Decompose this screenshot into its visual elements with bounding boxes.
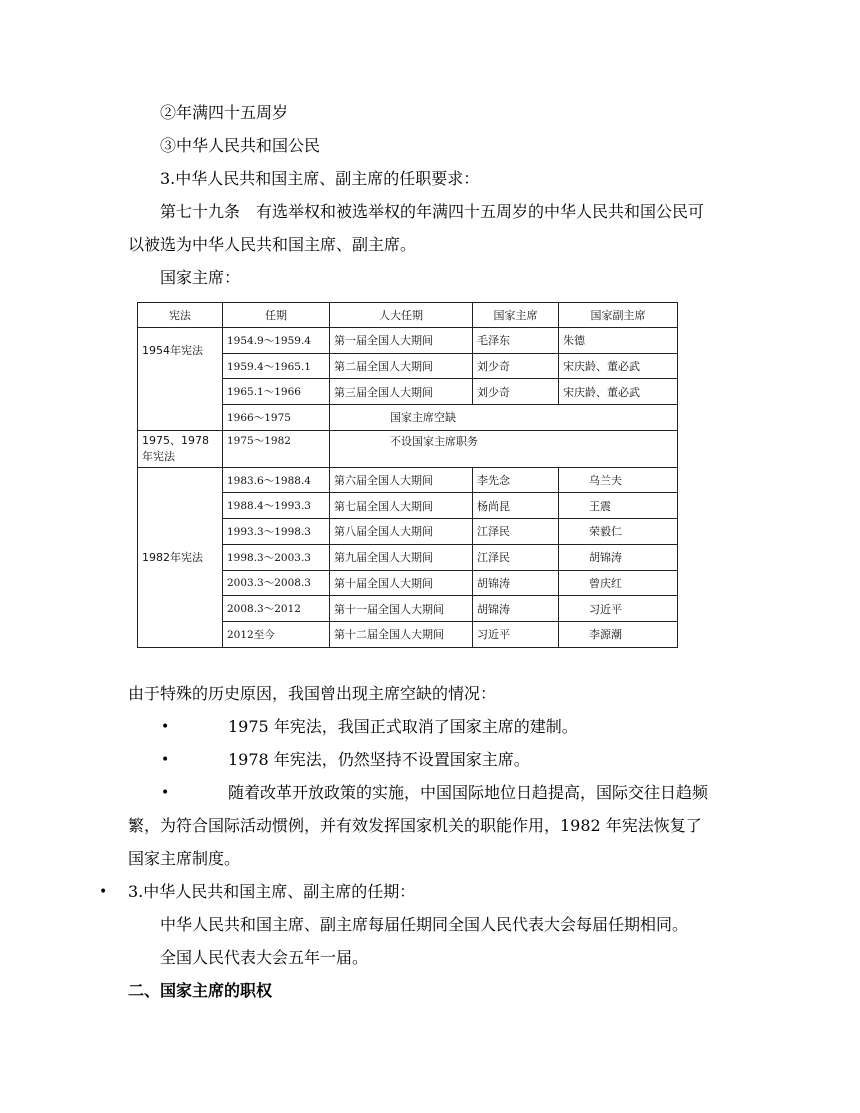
term-cell: 1975～1982: [223, 430, 330, 467]
term-cell: 1988.4～1993.3: [223, 493, 330, 519]
tenure-heading: 3.中华人民共和国主席、副主席的任期：: [128, 882, 416, 901]
president-cell: 刘少奇: [473, 379, 559, 405]
npc-cell: 第八届全国人大期间: [330, 519, 473, 545]
bullet-icon: •: [161, 719, 170, 735]
vice-president-cell: 曾庆红: [559, 570, 678, 596]
president-cell: 胡锦涛: [473, 570, 559, 596]
vacancy-intro: 由于特殊的历史原因，我国曾出现主席空缺的情况：: [128, 684, 497, 703]
condition-item-2: ②年满四十五周岁: [160, 103, 289, 122]
npc-cell: 第十一届全国人大期间: [330, 596, 473, 622]
presidents-table: [137, 302, 678, 648]
requirements-heading: 3.中华人民共和国主席、副主席的任职要求：: [160, 169, 480, 188]
vacancy-bullet-2: 1978 年宪法，仍然坚持不设置国家主席。: [228, 750, 530, 769]
vice-president-cell: 宋庆龄、董必武: [559, 353, 678, 379]
bullet-icon: •: [99, 884, 108, 900]
table-row: [138, 430, 678, 467]
vacancy-bullet-3-line-2: 繁，为符合国际活动惯例，并有效发挥国家机关的职能作用，1982 年宪法恢复了: [128, 816, 702, 835]
header-vice-president: 国家副主席: [559, 303, 678, 328]
vice-president-cell: 宋庆龄、董必武: [559, 379, 678, 405]
bullet-icon: •: [161, 752, 170, 768]
header-president: 国家主席: [473, 303, 559, 328]
vice-president-cell: 王震: [559, 493, 678, 519]
president-cell: 杨尚昆: [473, 493, 559, 519]
vacancy-bullet-3-line-3: 国家主席制度。: [128, 849, 241, 868]
vacancy-bullet-1: 1975 年宪法，我国正式取消了国家主席的建制。: [228, 717, 578, 736]
vice-president-cell: 荣毅仁: [559, 519, 678, 545]
term-cell: 1993.3～1998.3: [223, 519, 330, 545]
president-cell: 江泽民: [473, 544, 559, 570]
header-constitution: 宪法: [138, 303, 223, 328]
term-cell: 1998.3～2003.3: [223, 544, 330, 570]
section-2-heading: 二、国家主席的职权: [128, 981, 273, 1000]
term-cell: 1966～1975: [223, 405, 330, 431]
president-cell: 刘少奇: [473, 353, 559, 379]
npc-cell: 第一届全国人大期间: [330, 328, 473, 354]
npc-cell: 第二届全国人大期间: [330, 353, 473, 379]
term-cell: 2012至今: [223, 621, 330, 647]
table-row: [138, 328, 678, 354]
president-label: 国家主席：: [160, 268, 241, 287]
vice-president-cell: 朱德: [559, 328, 678, 354]
npc-cell: 第六届全国人大期间: [330, 467, 473, 493]
npc-cell: 第十届全国人大期间: [330, 570, 473, 596]
term-cell: 1965.1～1966: [223, 379, 330, 405]
vice-president-cell: 胡锦涛: [559, 544, 678, 570]
vice-president-cell: 李源潮: [559, 621, 678, 647]
constitution-cell: 1982年宪法: [138, 467, 223, 647]
npc-cell: 第三届全国人大期间: [330, 379, 473, 405]
table-row: [138, 467, 678, 493]
constitution-cell: 1975、1978年宪法: [138, 430, 223, 467]
tenure-line-1: 中华人民共和国主席、副主席每届任期同全国人民代表大会每届任期相同。: [160, 915, 689, 934]
term-cell: 2008.3～2012: [223, 596, 330, 622]
header-npc-term: 人大任期: [330, 303, 473, 328]
vice-president-cell: 乌兰夫: [559, 467, 678, 493]
constitution-cell: 1954年宪法: [138, 328, 223, 431]
president-cell: 习近平: [473, 621, 559, 647]
npc-cell: 第七届全国人大期间: [330, 493, 473, 519]
tenure-line-2: 全国人民代表大会五年一届。: [160, 948, 369, 967]
article-79-line-1: 第七十九条 有选举权和被选举权的年满四十五周岁的中华人民共和国公民可: [160, 202, 705, 221]
term-cell: 1983.6～1988.4: [223, 467, 330, 493]
president-cell: 毛泽东: [473, 328, 559, 354]
president-cell: 江泽民: [473, 519, 559, 545]
header-term: 任期: [223, 303, 330, 328]
condition-item-3: ③中华人民共和国公民: [160, 136, 321, 155]
president-cell: 李先念: [473, 467, 559, 493]
term-cell: 2003.3～2008.3: [223, 570, 330, 596]
no-president-note-cell: 不设国家主席职务: [330, 430, 678, 467]
npc-cell: 第十二届全国人大期间: [330, 621, 473, 647]
table-header-row: [138, 303, 678, 328]
npc-cell: 第九届全国人大期间: [330, 544, 473, 570]
president-cell: 胡锦涛: [473, 596, 559, 622]
term-cell: 1954.9～1959.4: [223, 328, 330, 354]
vice-president-cell: 习近平: [559, 596, 678, 622]
term-cell: 1959.4～1965.1: [223, 353, 330, 379]
bullet-icon: •: [161, 785, 170, 801]
vacancy-bullet-3-line-1: 随着改革开放政策的实施，中国国际地位日趋提高，国际交往日趋频: [228, 783, 709, 802]
vacancy-note-cell: 国家主席空缺: [330, 405, 678, 431]
article-79-line-2: 以被选为中华人民共和国主席、副主席。: [128, 235, 417, 254]
